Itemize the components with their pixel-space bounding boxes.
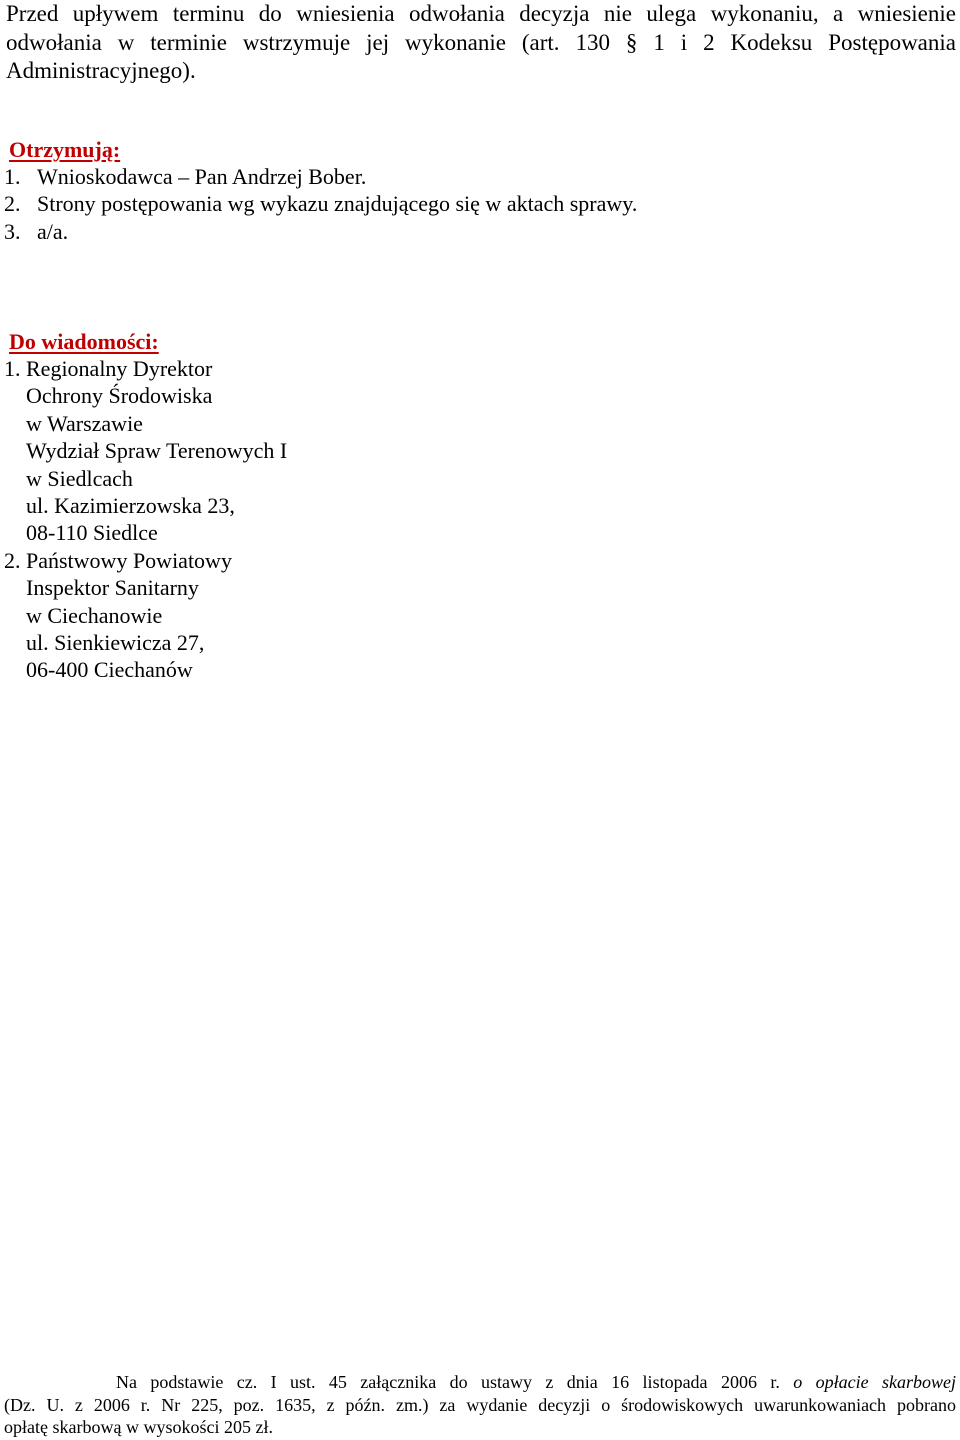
- addressee-line: Regionalny Dyrektor: [26, 356, 213, 381]
- information-addressee: [4, 547, 287, 684]
- recipient-number: 1.: [4, 164, 21, 189]
- information-addressee: [4, 355, 287, 547]
- addressee-line: w Ciechanowie: [26, 602, 163, 628]
- addressee-line: w Warszawie: [26, 410, 143, 436]
- for-information-heading: Do wiadomości:: [9, 329, 159, 354]
- recipient-item: [4, 218, 637, 245]
- stamp-duty-line: (Dz. U. z 2006 r. Nr 225, poz. 1635, z późn. zm.) za wydanie decyzji o środowiskowych uwarunkowaniach pobrano: [4, 1394, 956, 1415]
- addressee-line: 06-400 Ciechanów: [26, 657, 193, 683]
- addressee-line: w Siedlcach: [26, 465, 133, 491]
- recipients-heading: Otrzymują:: [9, 137, 121, 162]
- recipient-number: 3.: [4, 218, 21, 244]
- addressee-line: Wydział Spraw Terenowych I: [26, 438, 288, 464]
- appeal-notice-line: odwołania w terminie wstrzymuje jej wykonanie (art. 130 § 1 i 2 Kodeksu Postępowania: [6, 29, 956, 55]
- addressee-number: 1.: [4, 356, 21, 381]
- addressee-line: Ochrony Środowiska: [26, 383, 213, 409]
- recipient-text: Strony postępowania wg wykazu znajdującego się w aktach sprawy.: [37, 191, 638, 217]
- stamp-duty-line: [4, 1371, 956, 1394]
- recipient-text: Wnioskodawca – Pan Andrzej Bober.: [37, 164, 367, 189]
- act-title: o opłacie skarbowej: [793, 1372, 957, 1392]
- recipient-text: a/a.: [37, 218, 69, 244]
- appeal-notice-line: Przed upływem terminu do wniesienia odwołania decyzja nie ulega wykonaniu, a wniesienie: [6, 1, 956, 26]
- stamp-duty-line: opłatę skarbową w wysokości 205 zł.: [4, 1417, 273, 1437]
- stamp-duty-text: Na podstawie cz. I ust. 45 załącznika do ustawy z dnia 16 listopada 2006 r.: [116, 1372, 780, 1392]
- addressee-line: ul. Sienkiewicza 27,: [26, 630, 205, 656]
- addressee-number: 2.: [4, 547, 21, 573]
- addressee-line: ul. Kazimierzowska 23,: [26, 493, 235, 519]
- for-information-list: [4, 355, 287, 684]
- recipient-item: [4, 163, 637, 190]
- recipient-item: [4, 190, 637, 217]
- appeal-notice-paragraph: [6, 0, 956, 86]
- addressee-line: 08-110 Siedlce: [26, 520, 158, 546]
- addressee-line: Państwowy Powiatowy: [26, 547, 232, 573]
- appeal-notice-line: Administracyjnego).: [6, 58, 196, 83]
- recipients-list: [4, 163, 637, 245]
- recipient-number: 2.: [4, 191, 21, 217]
- stamp-duty-note: [4, 1371, 956, 1439]
- addressee-line: Inspektor Sanitarny: [26, 575, 199, 601]
